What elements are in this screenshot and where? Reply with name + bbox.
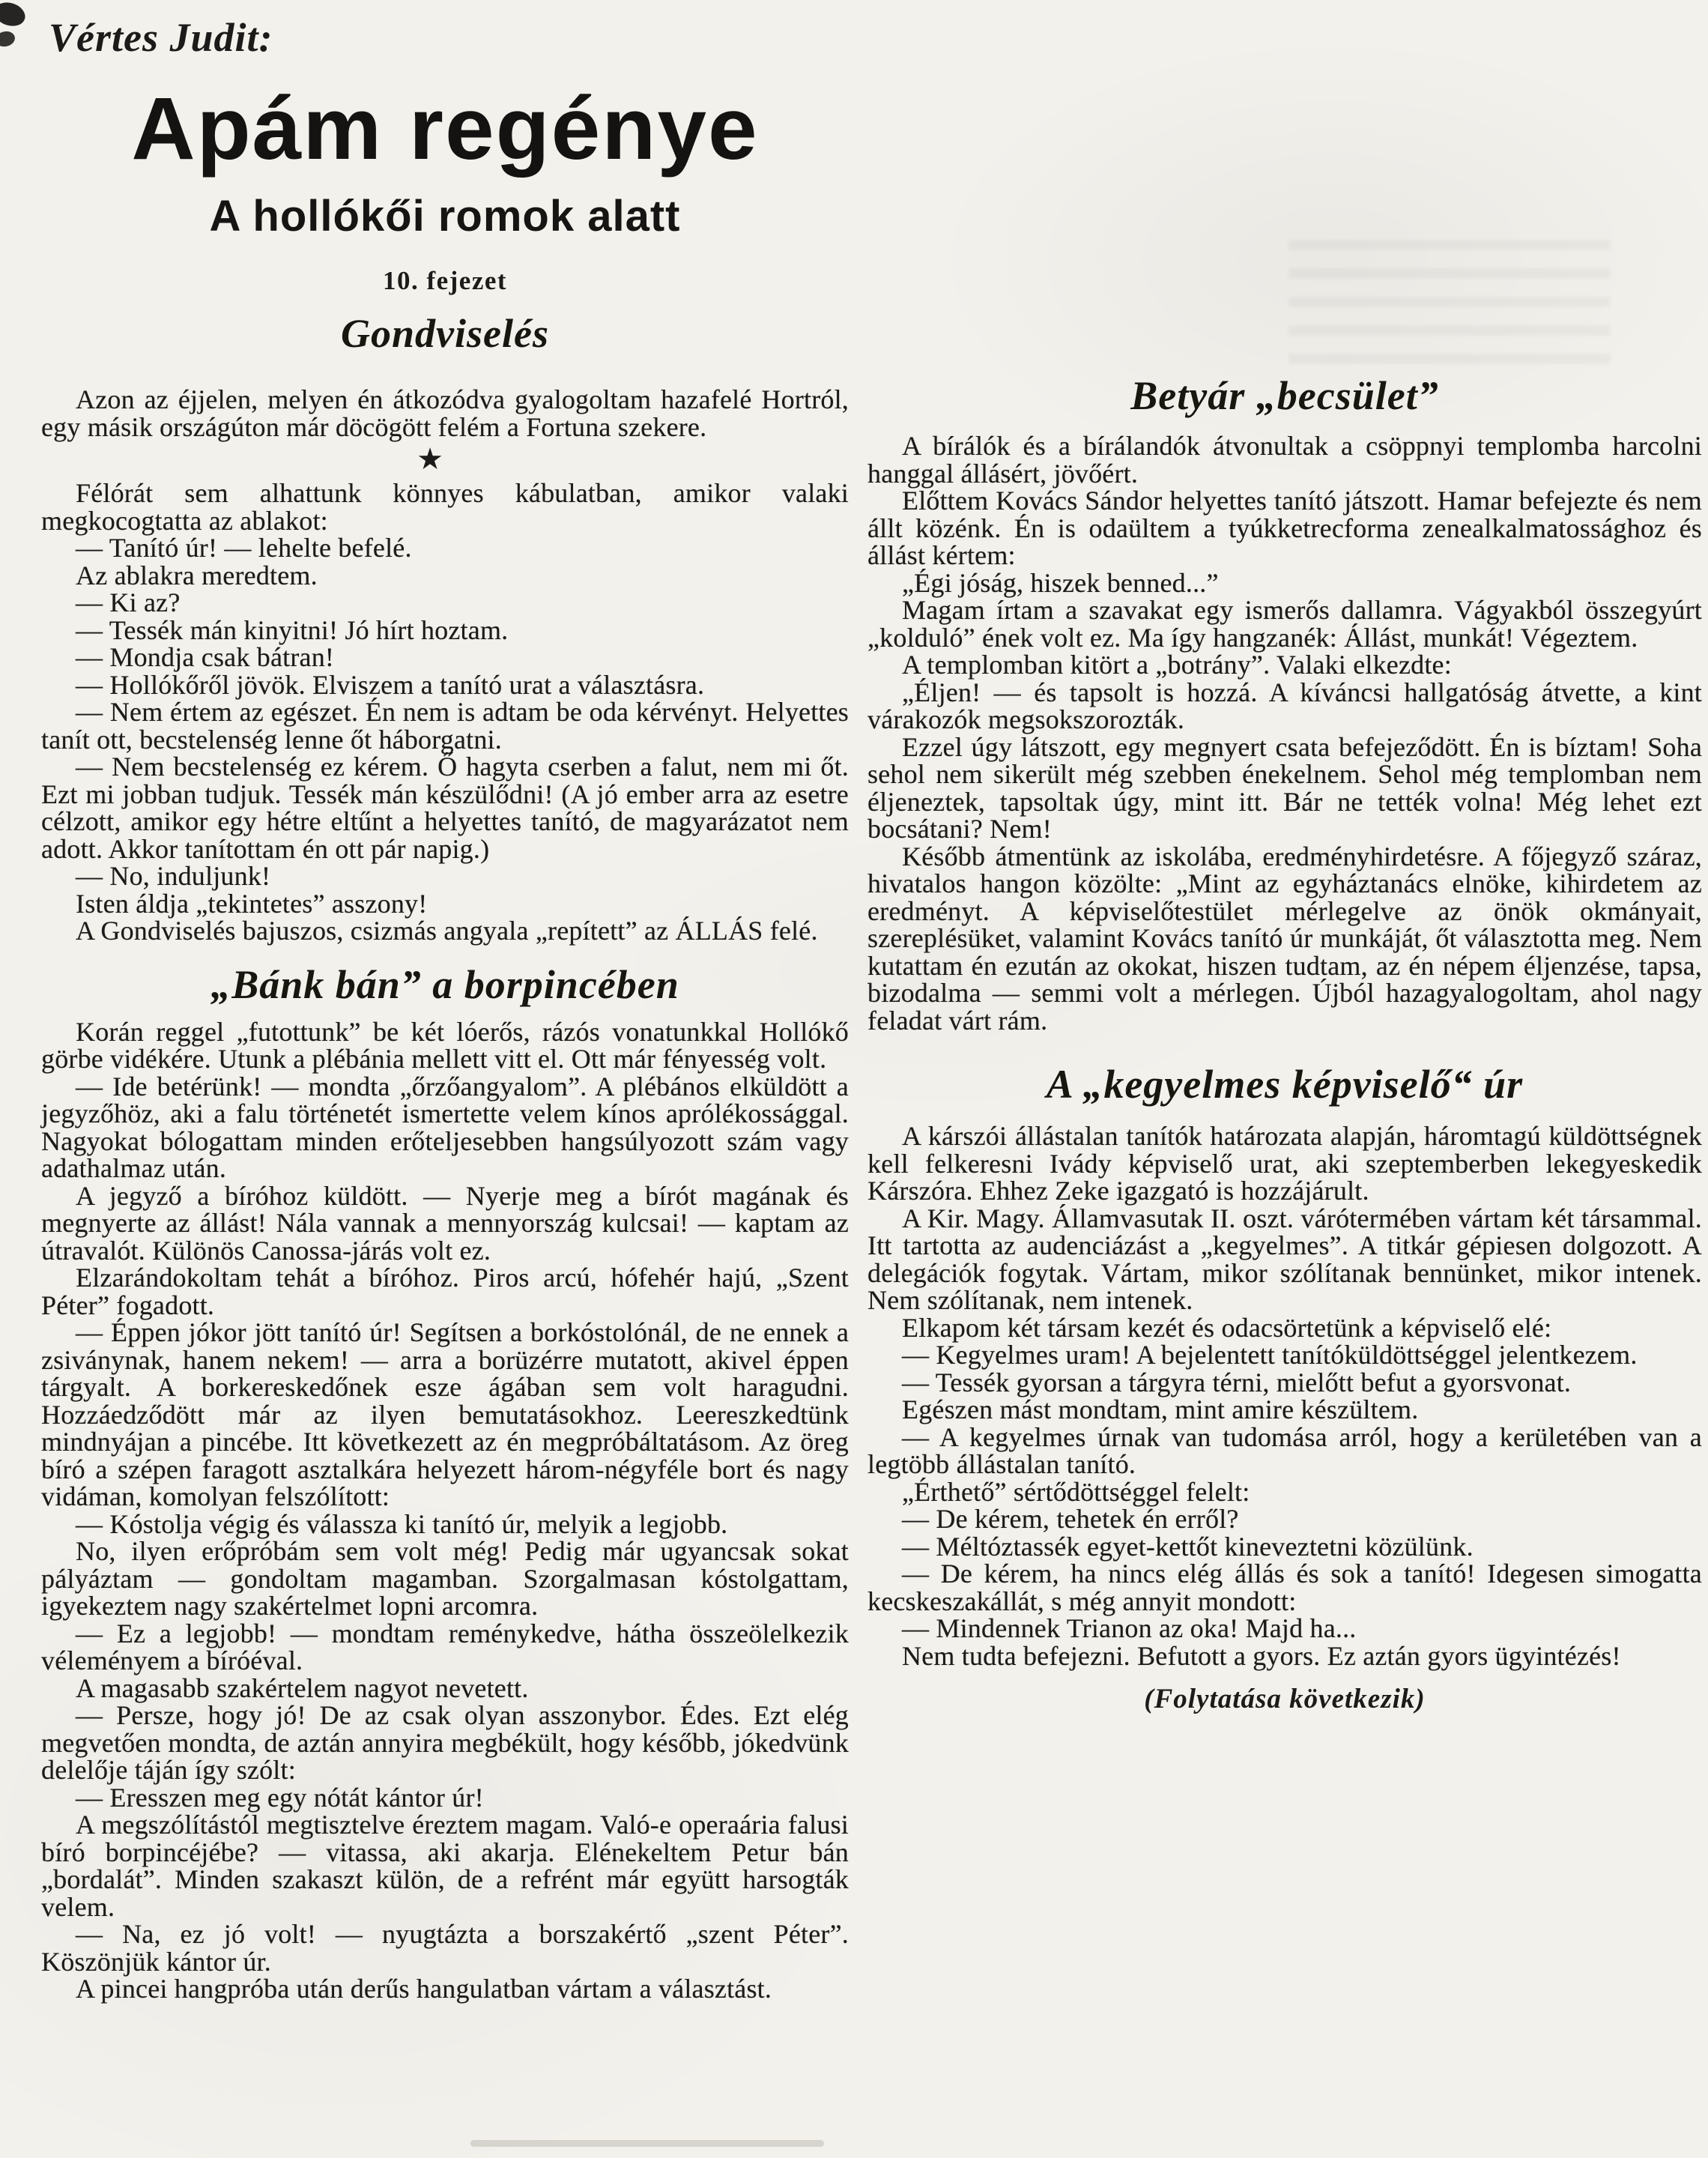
body-paragraph: Isten áldja „tekintetes” asszony!	[76, 888, 428, 919]
body-paragraph: Egészen mást mondtam, mint amire készültem.	[902, 1394, 1419, 1425]
body-paragraph: — Ki az?	[76, 587, 181, 617]
section-heading-gondviseles: Gondviselés	[341, 311, 549, 357]
continuation-note: (Folytatása következik)	[1144, 1684, 1426, 1715]
body-paragraph: — Nem értem az egészet. Én nem is adtam be oda kérvényt. Helyettes tanít ott, becstelenség lenne őt háborgatni.	[41, 697, 849, 755]
body-paragraph: — De kérem, tehetek én erről?	[902, 1504, 1239, 1535]
body-paragraph: A templomban kitört a „botrány”. Valaki elkezdte:	[902, 650, 1452, 680]
body-paragraph: — Nem becstelenség ez kérem. Ő hagyta cserben a falut, nem mi őt. Ezt mi jobban tudjuk. Tessék mán készülődni! (A jó ember arra az esetre célzott, amikor egy hétre eltűnt a helyettes tanító, de magyarázatot nem adott. Akkor tanítottam én ott pár napig.)	[41, 752, 849, 864]
body-paragraph: — Tessék mán kinyitni! Jó hírt hoztam.	[76, 614, 509, 645]
body-paragraph: „Éljen! — és tapsolt is hozzá. A kíváncsi hallgatóság átvette, a kint várakozók megsokszorozták.	[867, 677, 1702, 735]
body-paragraph: A bírálók és a bírálandók átvonultak a csöppnyi templomba harcolni hanggal állásért, jövőért.	[867, 431, 1702, 489]
body-paragraph: — Kegyelmes uram! A bejelentett tanítóküldöttséggel jelentkezem.	[902, 1340, 1638, 1370]
right-column	[867, 372, 1702, 1717]
section-heading-kegyelmes: A „kegyelmes képviselő“ úr	[1046, 1062, 1524, 1107]
body-paragraph: Nem tudta befejezni. Befutott a gyors. Ez aztán gyors ügyintézés!	[902, 1640, 1621, 1671]
article-header	[41, 13, 849, 357]
bleed-through-artifact	[1288, 240, 1611, 367]
body-paragraph: A Gondviselés bajuszos, csizmás angyala „repített” az ÁLLÁS felé.	[76, 916, 818, 946]
body-paragraph: A magasabb szakértelem nagyot nevetett.	[76, 1672, 529, 1703]
scan-artifact	[0, 30, 16, 49]
body-paragraph: Ezzel úgy látszott, egy megnyert csata befejeződött. Én is bíztam! Soha sehol nem sikerült még szebben énekelnem. Sehol még templomban nem éljeneztek, tapsoltak úgy, mint itt. Bár ne tették volna! Még lehet ezt bocsátani? Nem!	[867, 731, 1702, 844]
body-paragraph: Elzarándokoltam tehát a bíróhoz. Piros arcú, hófehér hajú, „Szent Péter” fogadott.	[41, 1263, 849, 1320]
body-paragraph: „Égi jóság, hiszek benned...”	[902, 567, 1219, 598]
body-paragraph: A megszólítástól megtisztelve éreztem magam. Való-e operaária falusi bíró borpincéjébe? — vitassa, aki akarja. Elénekeltem Petur bán „bordalát”. Minden szakaszt külön, de a refrént már együtt harsogták velem.	[41, 1810, 849, 1922]
body-paragraph: A jegyző a bíróhoz küldött. — Nyerje meg a bírót magának és megnyerte az állást! Nála vannak a mennyország kulcsai! — kaptam az útravalót. Különös Canossa-járás volt ez.	[41, 1180, 849, 1266]
body-paragraph: A Kir. Magy. Államvasutak II. oszt. várótermében vártam két társammal. Itt tartotta az audenciázást a „kegyelmes”. A titkár gépiesen dolgozott. A delegációk fogytak. Vártam, mikor szólítanak bennünket, mikor intenek. Nem szólítanak, nem intenek.	[867, 1203, 1702, 1316]
body-paragraph: — Kóstolja végig és válassza ki tanító úr, melyik a legjobb.	[76, 1508, 728, 1539]
body-paragraph: A kárszói állástalan tanítók határozata alapján, háromtagú küldöttségnek kell felkeresni Ivády képviselő urat, aki szeptemberben lekegyeskedik Kárszóra. Ehhez Zeke igazgató is hozzájárult.	[867, 1121, 1702, 1206]
body-paragraph: — Mindennek Trianon az oka! Majd ha...	[902, 1613, 1357, 1644]
article-subtitle: A hollókői romok alatt	[209, 191, 681, 241]
body-paragraph: — Tessék gyorsan a tárgyra térni, mielőtt befut a gyorsvonat.	[902, 1367, 1572, 1397]
body-paragraph: Azon az éjjelen, melyen én átkozódva gyalogoltam hazafelé Hortról, egy másik országúton már döcögött felém a Fortuna szekere.	[41, 384, 849, 442]
gondviseles-paragraphs	[41, 480, 849, 945]
body-paragraph: Félórát sem alhattunk könnyes kábulatban, amikor valaki megkocogtatta az ablakot:	[41, 478, 849, 536]
scan-artifact	[0, 0, 28, 30]
body-paragraph: „Érthető” sértődöttséggel felelt:	[902, 1476, 1250, 1507]
body-paragraph: — Éppen jókor jött tanító úr! Segítsen a borkóstolónál, de ne ennek a zsiványnak, hanem nekem! — arra a borüzérre mutatott, akivel éppen tárgyalt. A borkereskedőnek esze ágában sem volt haragudni. Hozzáedződött már az ilyen bemutatásokhoz. Leereszkedtünk mindnyájan a pincébe. Itt következett az én megpróbáltatásom. Az öreg bíró a szépen faragott asztalkára helyezett három-négyféle bort és nagy vidáman, komolyan felszólított:	[41, 1317, 849, 1512]
left-column	[41, 386, 849, 2003]
body-paragraph: — Ide betérünk! — mondta „őrzőangyalom”. A plébános elküldött a jegyzőhöz, aki a falu történetét ismertette velem kínos aprólékossággal. Nagyokat bólogattam minden erőteljesebben hangsúlyozott szám vagy adathalmaz után.	[41, 1071, 849, 1184]
body-paragraph: — Na, ez jó volt! — nyugtázta a borszakértő „szent Péter”. Köszönjük kántor úr.	[41, 1919, 849, 1977]
body-paragraph: Magam írtam a szavakat egy ismerős dallamra. Vágyakból összegyúrt „kolduló” ének volt ez. Ma így hangzanék: Állást, munkát! Végeztem.	[867, 595, 1702, 653]
body-paragraph: — Tanító úr! — lehelte befelé.	[76, 533, 412, 563]
kegyelmes-paragraphs	[867, 1122, 1702, 1669]
body-paragraph: — De kérem, ha nincs elég állás és sok a tanító! Idegesen simogatta kecskeszakállát, s még annyit mondott:	[867, 1559, 1702, 1616]
body-paragraph: Az ablakra meredtem.	[76, 560, 318, 590]
betyar-paragraphs	[867, 432, 1702, 1034]
body-paragraph: — Ez a legjobb! — mondtam reménykedve, hátha összeölelkezik véleményem a bíróéval.	[41, 1618, 849, 1676]
article-title: Apám regénye	[131, 79, 759, 178]
body-paragraph: — Persze, hogy jó! De az csak olyan asszonybor. Édes. Ezt elég megvetően mondta, de aztán annyira megbékült, hogy később, jókedvünk delelője táján így szólt:	[41, 1700, 849, 1786]
body-paragraph: Előttem Kovács Sándor helyettes tanító játszott. Hamar befejezte és nem állt közénk. Én is odaültem a tyúkketrecforma zenealkalmatossághoz és állást kértem:	[867, 486, 1702, 571]
section-heading-betyar: Betyár „becsület”	[1130, 373, 1439, 418]
author-byline: Vértes Judit:	[49, 15, 273, 60]
body-paragraph: — Eresszen meg egy nótát kántor úr!	[76, 1782, 484, 1813]
body-paragraph: Korán reggel „futottunk” be két lóerős, rázós vonatunkkal Hollókő görbe vidékére. Utunk a plébánia mellett vitt el. Ott már fényesség volt.	[41, 1016, 849, 1075]
star-separator-icon: ★	[417, 442, 443, 476]
body-paragraph: No, ilyen erőpróbám sem volt még! Pedig már ugyancsak sokat pályáztam — gondoltam magamban. Szorgalmasan kóstolgattam, igyekeztem nagy szakértelmet lopni arcomra.	[41, 1536, 849, 1621]
body-paragraph: — Hollókőről jövök. Elviszem a tanító urat a választásra.	[76, 669, 705, 700]
body-paragraph: — A kegyelmes úrnak van tudomása arról, hogy a kerületében van a legtöbb állástalan tanító.	[867, 1421, 1702, 1480]
body-paragraph: — No, induljunk!	[76, 861, 271, 891]
body-paragraph: Később átmentünk az iskolába, eredményhirdetésre. A főjegyző száraz, hivatalos hangon közölte: „Mint az egyháztanács elnöke, kihirdetem az eredményt. A képviselőtestület mérlegelve az önök okmányait, szereplésüket, valamint Kovács tanító úr munkáját, őt választotta meg. Nem kutattam én ezután az okokat, hiszen tudtam, az én népem éljenzése, tapsa, bizodalma — semmi volt a mérlegen. Újból hazagyalogoltam, ahol nagy feladat várt rám.	[867, 841, 1702, 1036]
chapter-label: 10. fejezet	[382, 266, 508, 296]
body-paragraph: — Méltóztassék egyet-kettőt kineveztetni közülünk.	[902, 1531, 1474, 1562]
scan-artifact	[470, 2140, 824, 2147]
body-paragraph: A pincei hangpróba után derűs hangulatban vártam a választást.	[76, 1974, 772, 2004]
bank-ban-paragraphs	[41, 1018, 849, 2003]
body-paragraph: — Mondja csak bátran!	[76, 642, 335, 672]
body-paragraph: Elkapom két társam kezét és odacsörtetünk a képviselő elé:	[902, 1312, 1552, 1343]
section-heading-bank-ban: „Bánk bán” a borpincében	[211, 961, 679, 1007]
intro-paragraphs	[41, 386, 849, 441]
